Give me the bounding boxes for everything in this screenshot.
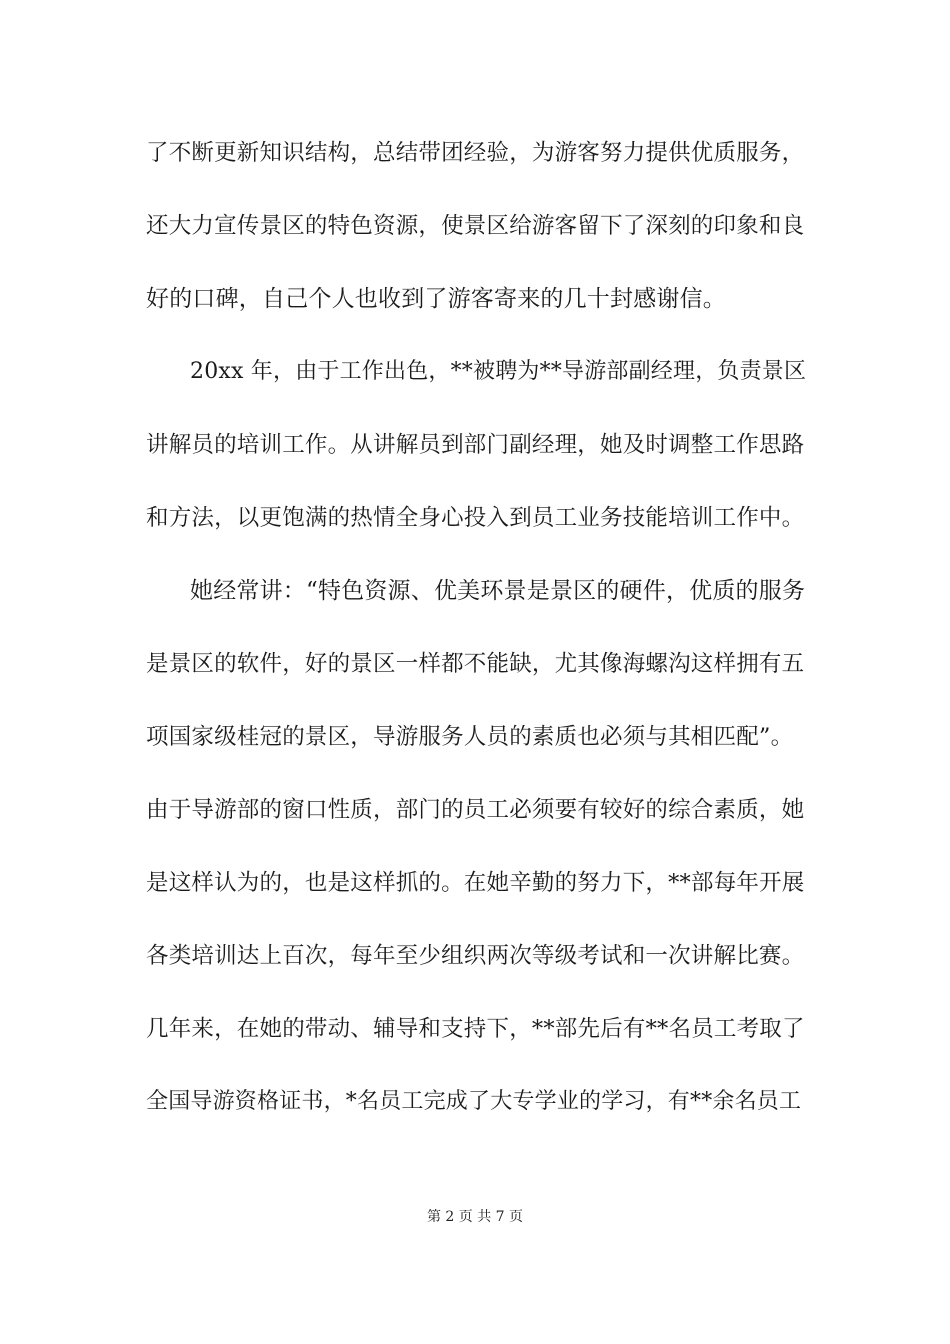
text-line-9: 项国家级桂冠的景区，导游服务人员的素质也必须与其相匹配”。 bbox=[146, 724, 794, 750]
text-line-14: 全国导游资格证书，*名员工完成了大专学业的学习，有**余名员工 bbox=[146, 1089, 802, 1114]
text-line-8: 是景区的软件，好的景区一样都不能缺，尤其像海螺沟这样拥有五 bbox=[146, 651, 805, 677]
text-line-1: 了不断更新知识结构，总结带团经验，为游客努力提供优质服务， bbox=[146, 140, 805, 166]
text-line-13: 几年来，在她的带动、辅导和支持下，**部先后有**名员工考取了 bbox=[146, 1016, 805, 1042]
text-line-4: 20xx 年，由于工作出色，**被聘为**导游部副经理，负责景区 bbox=[190, 359, 807, 384]
text-line-3: 好的口碑，自己个人也收到了游客寄来的几十封感谢信。 bbox=[146, 286, 726, 312]
text-line-5: 讲解员的培训工作。从讲解员到部门副经理，她及时调整工作思路 bbox=[146, 432, 805, 458]
text-line-10: 由于导游部的窗口性质，部门的员工必须要有较好的综合素质，她 bbox=[146, 797, 805, 823]
text-line-11: 是这样认为的，也是这样抓的。在她辛勤的努力下，**部每年开展 bbox=[146, 870, 805, 896]
text-line-2: 还大力宣传景区的特色资源，使景区给游客留下了深刻的印象和良 bbox=[146, 213, 805, 239]
text-line-12: 各类培训达上百次，每年至少组织两次等级考试和一次讲解比赛。 bbox=[146, 943, 805, 969]
text-line-7: 她经常讲：“特色资源、优美环景是景区的硬件，优质的服务 bbox=[190, 578, 806, 604]
page-footer bbox=[0, 1208, 950, 1226]
text-line-6: 和方法，以更饱满的热情全身心投入到员工业务技能培训工作中。 bbox=[146, 505, 805, 531]
page-number: 第 2 页 共 7 页 bbox=[426, 1209, 524, 1225]
